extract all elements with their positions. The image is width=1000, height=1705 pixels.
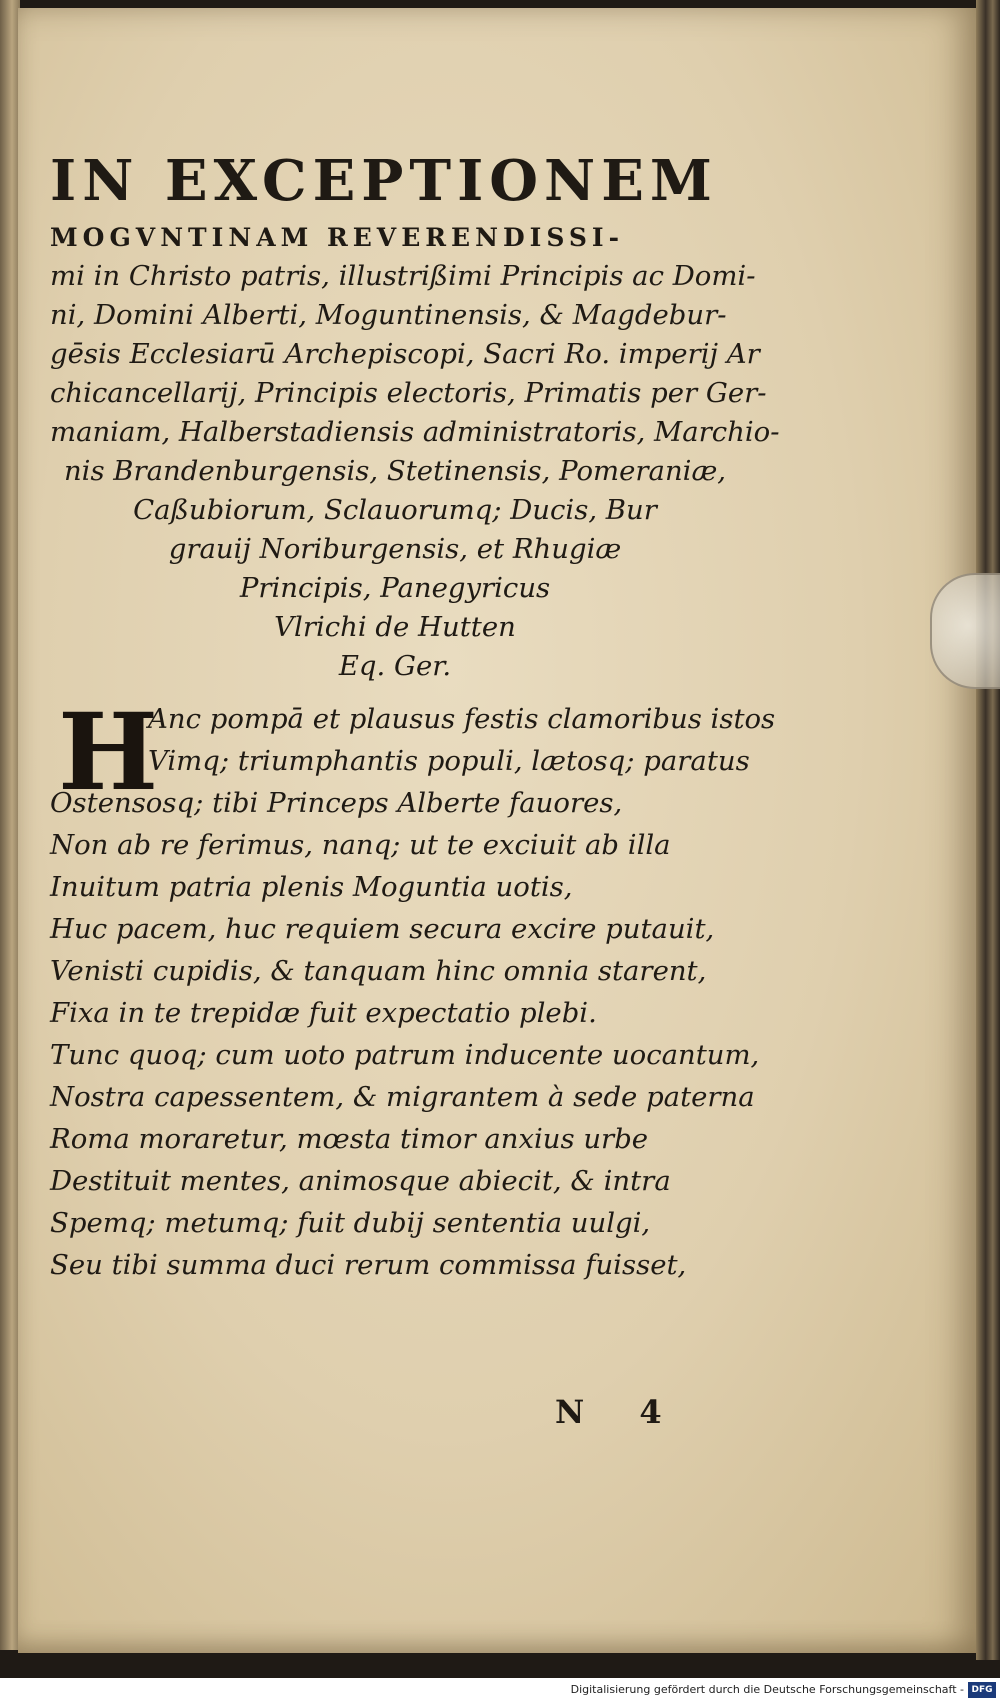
heading-line: maniam, Halberstadiensis administratoris, Marchio- bbox=[50, 416, 780, 448]
funding-notice: Digitalisierung gefördert durch die Deutsche Forschungsgemeinschaft - bbox=[570, 1683, 964, 1696]
signature-mark: N 4 bbox=[555, 1393, 684, 1431]
verse-line: Roma moraretur, mœsta timor anxius urbe bbox=[50, 1123, 649, 1155]
book-edge bbox=[976, 0, 1000, 1660]
heading-line: ni, Domini Alberti, Moguntinensis, & Magdebur- bbox=[50, 299, 727, 331]
verse-line: Inuitum patria plenis Moguntia uotis, bbox=[50, 871, 573, 903]
previous-page-edge bbox=[0, 0, 20, 1650]
heading-line: Eq. Ger. bbox=[338, 650, 452, 682]
poem-body bbox=[50, 689, 776, 1286]
page-clip bbox=[930, 573, 1000, 689]
heading-line: gēsis Ecclesiarū Archepiscopi, Sacri Ro. imperij Ar bbox=[50, 338, 760, 370]
page-title: IN EXCEPTIONEM bbox=[50, 148, 718, 214]
drop-cap-initial: H bbox=[58, 689, 159, 814]
heading-line: Caßubiorum, Sclauorumq; Ducis, Bur bbox=[133, 494, 657, 526]
verse-line: Tunc quoq; cum uoto patrum inducente uocantum, bbox=[50, 1039, 760, 1071]
verse-line: Destituit mentes, animosque abiecit, & intra bbox=[50, 1165, 671, 1197]
dedication-heading bbox=[50, 218, 780, 686]
heading-line: Principis, Panegyricus bbox=[239, 572, 551, 604]
verse-line: Venisti cupidis, & tanquam hinc omnia starent, bbox=[50, 955, 707, 987]
heading-line: grauij Noriburgensis, et Rhugiæ bbox=[168, 533, 622, 565]
verse-line: Anc pompā et plausus festis clamoribus istos bbox=[148, 703, 776, 735]
verse-line: Nostra capessentem, & migrantem à sede paterna bbox=[50, 1081, 755, 1113]
page-text bbox=[50, 148, 780, 1286]
heading-line: Vlrichi de Hutten bbox=[274, 611, 516, 643]
heading-line: MOGVNTINAM REVERENDISSI- bbox=[50, 223, 624, 252]
verse-line: Ostensosq; tibi Princeps Alberte fauores, bbox=[50, 787, 623, 819]
digitization-footer bbox=[0, 1678, 1000, 1705]
heading-line: nis Brandenburgensis, Stetinensis, Pomeraniæ, bbox=[63, 455, 727, 487]
verse-line: Fixa in te trepidæ fuit expectatio plebi. bbox=[50, 997, 597, 1029]
verse-line: Non ab re ferimus, nanq; ut te exciuit ab illa bbox=[50, 829, 671, 861]
verse-line: Huc pacem, huc requiem secura excire putauit, bbox=[50, 913, 715, 945]
heading-line: mi in Christo patris, illustrißimi Principis ac Domi- bbox=[50, 260, 756, 292]
heading-line: chicancellarij, Principis electoris, Primatis per Ger- bbox=[50, 377, 767, 409]
verse-line: Vimq; triumphantis populi, lætosq; paratus bbox=[148, 745, 750, 777]
dfg-logo: DFG bbox=[968, 1682, 996, 1698]
verse-line: Spemq; metumq; fuit dubij sententia uulgi, bbox=[50, 1207, 651, 1239]
verse-line: Seu tibi summa duci rerum commissa fuisset, bbox=[50, 1249, 687, 1281]
